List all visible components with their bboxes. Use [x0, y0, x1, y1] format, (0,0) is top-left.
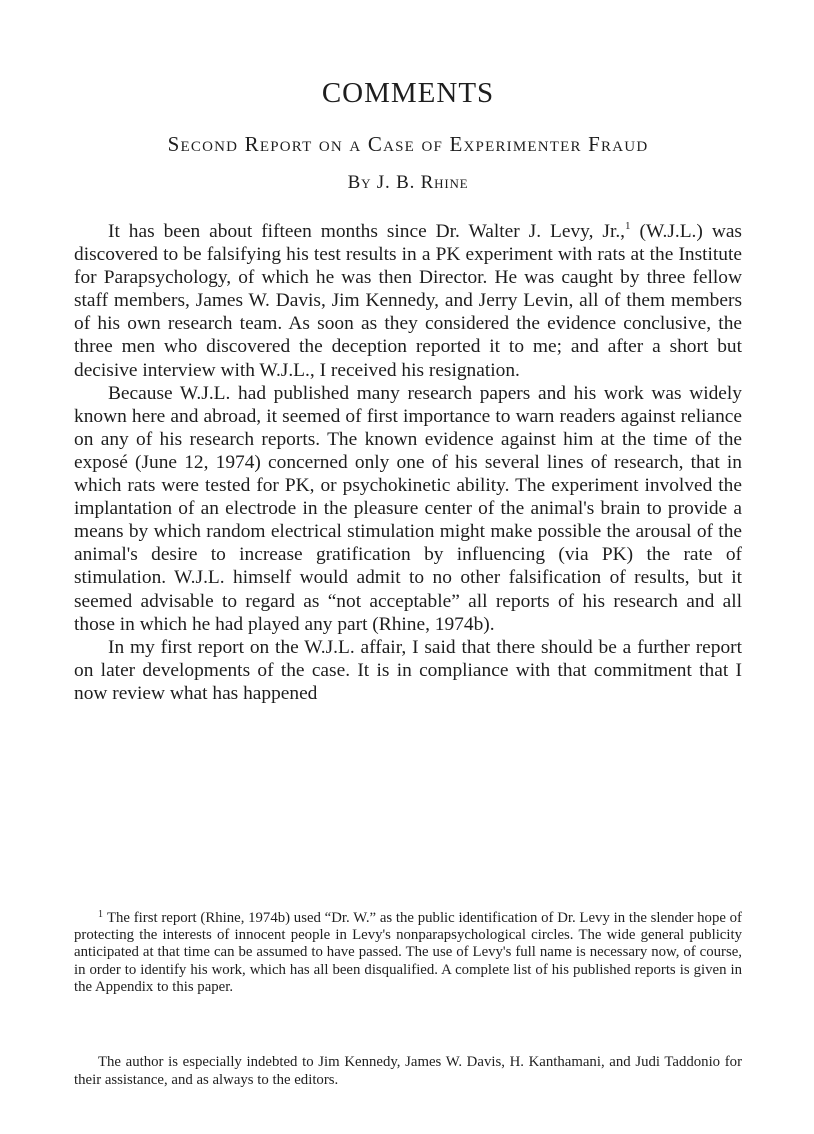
paragraph-1 [74, 220, 742, 382]
acknowledgment [74, 1054, 742, 1089]
footnote-text: The first report (Rhine, 1974b) used “Dr. W.” as the public identification of Dr. Levy in the slender hope of protecting the interests of innocent people in Levy's nonparapsychological circles. The wide general publicity anticipated at that time can be assumed to have passed. The use of Levy's full name is necessary now, of course, in order to identify his work, which has all been disqualified. A complete list of his published reports is given in the Appendix to this paper. [74, 910, 742, 995]
footnote-paragraph [74, 910, 742, 996]
footnote [74, 910, 742, 996]
article-body [74, 220, 742, 705]
article-title: Second Report on a Case of Experimenter Fraud [167, 132, 649, 156]
byline: By J. B. Rhine [347, 172, 469, 193]
paragraph-1-text-start: It has been about fifteen months since Dr. Walter J. Levy, Jr., [108, 221, 626, 242]
footnote-reference: 1 [625, 220, 631, 232]
paragraph-1-text-end: (W.J.L.) was discovered to be falsifying his test results in a PK experiment with rats at the Institute for Parapsychology, of which he was then Director. He was caught by three fellow staff members, James W. Davis, Jim Kennedy, and Jerry Levin, all of them members of his own research team. As soon as they considered the evidence conclusive, the three men who discovered the deception reported it to me; and after a short but decisive interview with W.J.L., I received his resignation. [74, 221, 742, 381]
paragraph-2: Because W.J.L. had published many research papers and his work was widely known here and abroad, it seemed of first importance to warn readers against reliance on any of his research reports. The known evidence against him at the time of the exposé (June 12, 1974) concerned only one of his several lines of research, that in which rats were tested for PK, or psychokinetic ability. The experiment involved the implantation of an electrode in the pleasure center of the animal's brain to provide a means by which random electrical stimulation might make possible the arousal of the animal's desire to increase gratification by influencing (via PK) the rate of stimulation. W.J.L. himself would admit to no other falsification of results, but it seemed advisable to regard as “not acceptable” all reports of his research and all those in which he had played any part (Rhine, 1974b). [74, 382, 742, 635]
footnote-mark: 1 [98, 909, 103, 920]
section-title: COMMENTS [321, 77, 495, 109]
acknowledgment-text: The author is especially indebted to Jim Kennedy, James W. Davis, H. Kanthamani, and Judi Taddonio for their assistance, and as always to the editors. [74, 1054, 742, 1088]
paragraph-3: In my first report on the W.J.L. affair, I said that there should be a further report on later developments of the case. It is in compliance with that commitment that I now review what has happened [74, 636, 742, 704]
